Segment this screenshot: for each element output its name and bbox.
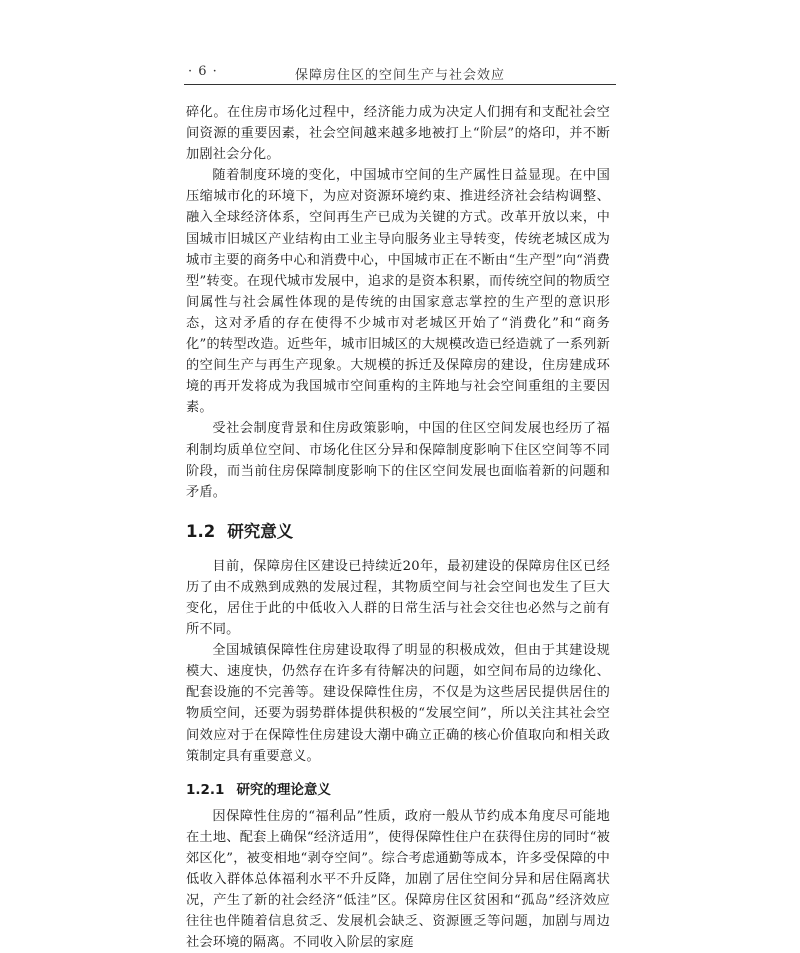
subsection-number: 1.2.1 xyxy=(186,781,225,798)
paragraph-continued: 碎化。在住房市场化过程中，经济能力成为决定人们拥有和支配社会空间资源的重要因素，社会空间越来越多地被打上“阶层”的烙印，并不断加剧社会分化。 xyxy=(186,105,610,163)
paragraph: 随着制度环境的变化，中国城市空间的生产属性日益显现。在中国压缩城市化的环境下，为应对资源环境约束、推进经济社会结构调整、融入全球经济体系，空间再生产已成为关键的方式。改革开放以来，中国城市旧城区产业结构由工业主导向服务业主导转变，传统老城区成为城市主要的商务中心和消费中心，中国城市正在不断由“生产型”向“消费型”转变。在现代城市发展中，追求的是资本积累，而传统空间的物质空间属性与社会属性体现的是传统的由国家意志掌控的生产型的意识形态，这对矛盾的存在使得不少城市对老城区开始了“消费化”和“商务化”的转型改造。近些年，城市旧城区的大规模改造已经造就了一系列新的空间生产与再生产现象。大规模的拆迁及保障房的建设，住房建成环境的再开发将成为我国城市空间重构的主阵地与社会空间重组的主要因素。 xyxy=(186,168,610,416)
paragraph: 目前，保障房住区建设已持续近20年，最初建设的保障房住区已经历了由不成熟到成熟的发展过程，其物质空间与社会空间也发生了巨大变化，居住于此的中低收入人群的日常生活与社会交往也必然与之前有所不同。 xyxy=(186,558,610,638)
book-title: 保障房住区的空间生产与社会效应 xyxy=(294,68,505,83)
subsection-title: 研究的理论意义 xyxy=(236,781,331,798)
paragraph: 因保障性住房的“福利品”性质，政府一般从节约成本角度尽可能地在土地、配套上确保“经济适用”，使得保障性住户在获得住房的同时“被郊区化”，被变相地“剥夺空间”。综合考虑通勤等成本，许多受保障的中低收入群体总体福利水平不升反降，加剧了居住空间分异和居住隔离状况，产生了新的社会经济“低洼”区。保障房住区贫困和“孤岛”经济效应往往也伴随着信息贫乏、发展机会缺乏、资源匮乏等问题，加剧与周边社会环境的隔离。不同收入阶层的家庭 xyxy=(186,808,610,951)
section-number: 1.2 xyxy=(186,521,216,541)
body-text xyxy=(186,102,610,953)
page-number: · 6 · xyxy=(188,64,218,79)
section-heading xyxy=(186,518,610,542)
subsection-heading xyxy=(186,778,610,798)
paragraph: 全国城镇保障性住房建设取得了明显的积极成效，但由于其建设规模大、速度快，仍然存在许多有待解决的问题，如空间布局的边缘化、配套设施的不完善等。建设保障性住房，不仅是为这些居民提供居住的物质空间，还要为弱势群体提供积极的“发展空间”，所以关注其社会空间效应对于在保障性住房建设大潮中确立正确的核心价值取向和相关政策制定具有重要意义。 xyxy=(186,643,610,764)
paragraph: 受社会制度背景和住房政策影响，中国的住区空间发展也经历了福利制均质单位空间、市场化住区分异和保障制度影响下住区空间等不同阶段，而当前住房保障制度影响下的住区空间发展也面临着新的问题和矛盾。 xyxy=(186,421,610,500)
running-header xyxy=(184,62,616,85)
section-title: 研究意义 xyxy=(227,521,294,541)
